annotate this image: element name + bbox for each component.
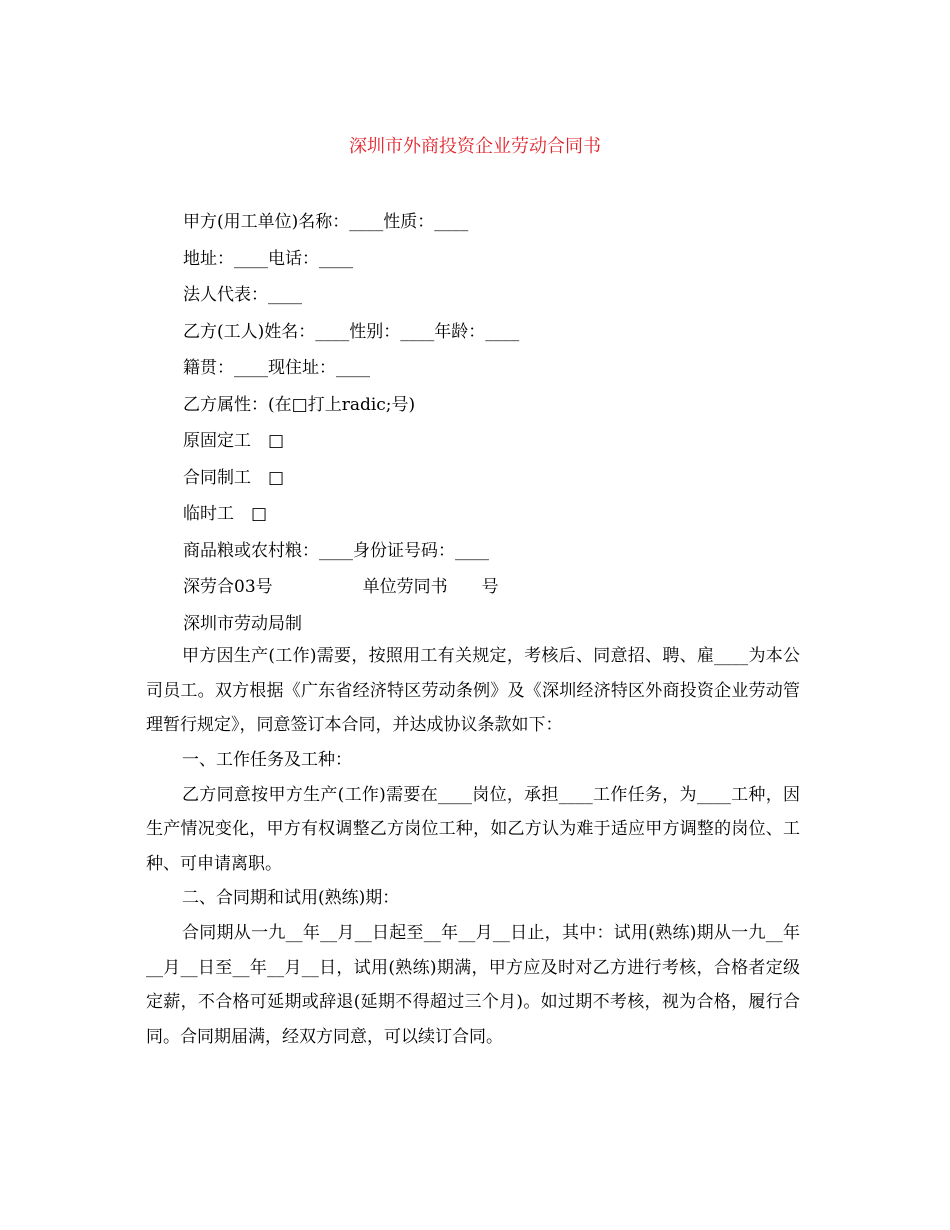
contract-number-right: 号 [481,577,499,597]
field-party-a-name: 甲方(用工单位)名称：____性质：____ [183,212,469,232]
section-heading-2: 二、合同期和试用(熟练)期： [182,888,400,908]
document-title: 深圳市外商投资企业劳动合同书 [349,136,601,157]
issuer-line: 深圳市劳动局制 [183,613,302,634]
field-native-place: 籍贯：____现住址：____ [183,358,370,378]
contract-number-left: 深劳合03号 [183,577,273,597]
checkbox-permanent-worker: 原固定工 □ [183,431,285,451]
party-info-fields [183,204,823,642]
field-address: 地址：____电话：____ [183,248,353,269]
field-legal-representative: 法人代表：____ [183,285,302,305]
contract-number-middle: 单位劳同书 [362,577,448,597]
checkbox-temporary-worker: 临时工 □ [183,504,268,524]
field-party-b-type: 乙方属性：(在□打上radic;号) [183,394,416,415]
section-text-2: 合同期从一九__年__月__日起至__年__月__日止，其中：试用(熟练)期从一九__年__月__日至__年__月__日，试用(熟练)期满，甲方应及时对乙方进行考核，合格者定级定薪，不合格可延期或辞退(延期不得超过三个月)。如过期不考核，视为合格，履行合同。合同期届满，经双方同意，可以续订合同。 [146,923,800,1047]
contract-number-line [183,569,823,606]
intro-paragraph: 甲方因生产(工作)需要，按照用工有关规定，考核后、同意招、聘、雇____为本公司员工。双方根据《广东省经济特区劳动条例》及《深圳经济特区外商投资企业劳动管理暂行规定》，同意签订本合同，并达成协议条款如下： [146,646,800,735]
contract-body [146,639,800,1054]
field-grain-and-id: 商品粮或农村粮：____身份证号码：____ [183,540,489,561]
section-heading-1: 一、工作任务及工种： [182,749,352,770]
section-text-1: 乙方同意按甲方生产(工作)需要在____岗位，承担____工作任务，为____工种，因生产情况变化，甲方有权调整乙方岗位工种，如乙方认为难于适应甲方调整的岗位、工种、可申请离职。 [146,784,800,874]
checkbox-contract-worker: 合同制工 □ [183,467,285,488]
field-party-b-name: 乙方(工人)姓名：____性别：____年龄：____ [183,321,520,342]
